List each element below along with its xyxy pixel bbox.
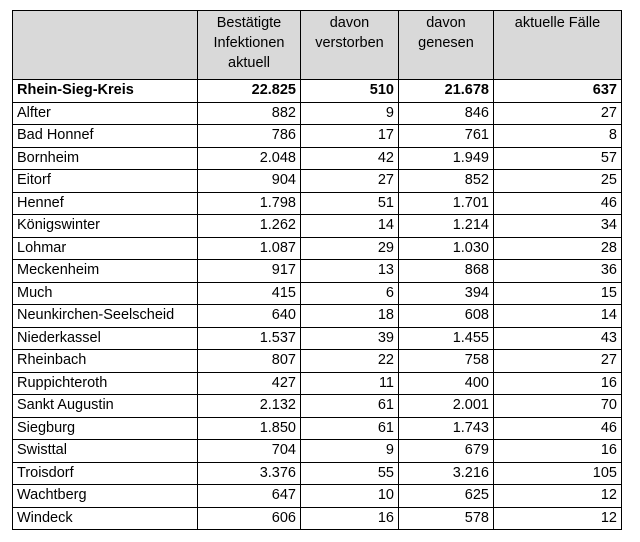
cell-municipality: Windeck	[13, 507, 198, 530]
table-container	[12, 10, 622, 530]
infection-table	[12, 10, 622, 530]
table-row	[13, 440, 622, 463]
cell-active: 12	[494, 507, 622, 530]
cell-recovered: 394	[399, 282, 494, 305]
table-row	[13, 192, 622, 215]
cell-deceased: 22	[301, 350, 399, 373]
cell-recovered: 1.949	[399, 147, 494, 170]
cell-recovered: 761	[399, 125, 494, 148]
cell-municipality: Alfter	[13, 102, 198, 125]
cell-active: 15	[494, 282, 622, 305]
cell-confirmed: 647	[198, 485, 301, 508]
cell-recovered: 1.455	[399, 327, 494, 350]
cell-municipality: Much	[13, 282, 198, 305]
cell-confirmed: 786	[198, 125, 301, 148]
cell-recovered: 608	[399, 305, 494, 328]
cell-confirmed: 917	[198, 260, 301, 283]
cell-active: 70	[494, 395, 622, 418]
table-body	[13, 80, 622, 530]
cell-deceased: 14	[301, 215, 399, 238]
table-row	[13, 372, 622, 395]
header-cell-active: aktuelle Fälle	[494, 11, 622, 80]
cell-deceased: 9	[301, 102, 399, 125]
cell-confirmed: 1.850	[198, 417, 301, 440]
cell-recovered: 2.001	[399, 395, 494, 418]
cell-active: 16	[494, 372, 622, 395]
table-row	[13, 147, 622, 170]
cell-municipality: Troisdorf	[13, 462, 198, 485]
cell-active: 46	[494, 417, 622, 440]
header-cell-recovered: davon genesen	[399, 11, 494, 80]
cell-confirmed: 2.132	[198, 395, 301, 418]
cell-active: 8	[494, 125, 622, 148]
cell-deceased: 27	[301, 170, 399, 193]
cell-municipality: Siegburg	[13, 417, 198, 440]
cell-recovered: 758	[399, 350, 494, 373]
cell-deceased: 6	[301, 282, 399, 305]
cell-municipality: Niederkassel	[13, 327, 198, 350]
cell-confirmed: 882	[198, 102, 301, 125]
cell-confirmed: 640	[198, 305, 301, 328]
cell-recovered: 1.743	[399, 417, 494, 440]
cell-recovered: 1.214	[399, 215, 494, 238]
cell-deceased: 61	[301, 395, 399, 418]
cell-deceased: 510	[301, 80, 399, 103]
cell-deceased: 61	[301, 417, 399, 440]
header-cell-confirmed: Bestätigte Infektionen aktuell	[198, 11, 301, 80]
cell-active: 34	[494, 215, 622, 238]
cell-confirmed: 807	[198, 350, 301, 373]
cell-municipality: Königswinter	[13, 215, 198, 238]
cell-municipality: Lohmar	[13, 237, 198, 260]
cell-confirmed: 1.798	[198, 192, 301, 215]
cell-confirmed: 606	[198, 507, 301, 530]
cell-active: 16	[494, 440, 622, 463]
cell-municipality: Meckenheim	[13, 260, 198, 283]
table-header	[13, 11, 622, 80]
cell-active: 12	[494, 485, 622, 508]
table-row	[13, 462, 622, 485]
cell-recovered: 846	[399, 102, 494, 125]
cell-active: 57	[494, 147, 622, 170]
table-row	[13, 170, 622, 193]
table-row	[13, 327, 622, 350]
cell-recovered: 400	[399, 372, 494, 395]
cell-deceased: 42	[301, 147, 399, 170]
cell-active: 28	[494, 237, 622, 260]
cell-recovered: 625	[399, 485, 494, 508]
cell-confirmed: 704	[198, 440, 301, 463]
cell-recovered: 1.701	[399, 192, 494, 215]
cell-deceased: 55	[301, 462, 399, 485]
cell-deceased: 10	[301, 485, 399, 508]
cell-deceased: 39	[301, 327, 399, 350]
header-row	[13, 11, 622, 80]
cell-deceased: 51	[301, 192, 399, 215]
cell-confirmed: 415	[198, 282, 301, 305]
cell-active: 27	[494, 102, 622, 125]
cell-recovered: 868	[399, 260, 494, 283]
cell-municipality: Swisttal	[13, 440, 198, 463]
cell-recovered: 1.030	[399, 237, 494, 260]
cell-municipality: Rhein-Sieg-Kreis	[13, 80, 198, 103]
table-row	[13, 350, 622, 373]
cell-confirmed: 904	[198, 170, 301, 193]
table-row	[13, 395, 622, 418]
cell-municipality: Bad Honnef	[13, 125, 198, 148]
header-cell-deceased: davon verstorben	[301, 11, 399, 80]
cell-deceased: 17	[301, 125, 399, 148]
cell-active: 43	[494, 327, 622, 350]
table-row	[13, 102, 622, 125]
cell-confirmed: 1.087	[198, 237, 301, 260]
table-row	[13, 417, 622, 440]
cell-deceased: 16	[301, 507, 399, 530]
cell-municipality: Neunkirchen-Seelscheid	[13, 305, 198, 328]
table-row	[13, 260, 622, 283]
cell-confirmed: 427	[198, 372, 301, 395]
cell-municipality: Eitorf	[13, 170, 198, 193]
cell-municipality: Ruppichteroth	[13, 372, 198, 395]
table-row	[13, 215, 622, 238]
cell-municipality: Sankt Augustin	[13, 395, 198, 418]
table-row	[13, 282, 622, 305]
table-row	[13, 125, 622, 148]
cell-confirmed: 1.537	[198, 327, 301, 350]
table-row	[13, 485, 622, 508]
cell-deceased: 18	[301, 305, 399, 328]
cell-active: 27	[494, 350, 622, 373]
cell-deceased: 9	[301, 440, 399, 463]
cell-confirmed: 1.262	[198, 215, 301, 238]
cell-municipality: Wachtberg	[13, 485, 198, 508]
cell-confirmed: 22.825	[198, 80, 301, 103]
cell-deceased: 13	[301, 260, 399, 283]
table-row	[13, 305, 622, 328]
cell-recovered: 578	[399, 507, 494, 530]
cell-confirmed: 3.376	[198, 462, 301, 485]
cell-active: 105	[494, 462, 622, 485]
table-row-total	[13, 80, 622, 103]
cell-active: 46	[494, 192, 622, 215]
table-row	[13, 507, 622, 530]
cell-recovered: 21.678	[399, 80, 494, 103]
cell-recovered: 679	[399, 440, 494, 463]
cell-active: 25	[494, 170, 622, 193]
cell-municipality: Bornheim	[13, 147, 198, 170]
cell-confirmed: 2.048	[198, 147, 301, 170]
cell-recovered: 852	[399, 170, 494, 193]
header-cell-name	[13, 11, 198, 80]
cell-deceased: 11	[301, 372, 399, 395]
table-row	[13, 237, 622, 260]
cell-deceased: 29	[301, 237, 399, 260]
cell-municipality: Hennef	[13, 192, 198, 215]
cell-active: 14	[494, 305, 622, 328]
cell-active: 36	[494, 260, 622, 283]
cell-municipality: Rheinbach	[13, 350, 198, 373]
cell-recovered: 3.216	[399, 462, 494, 485]
cell-active: 637	[494, 80, 622, 103]
